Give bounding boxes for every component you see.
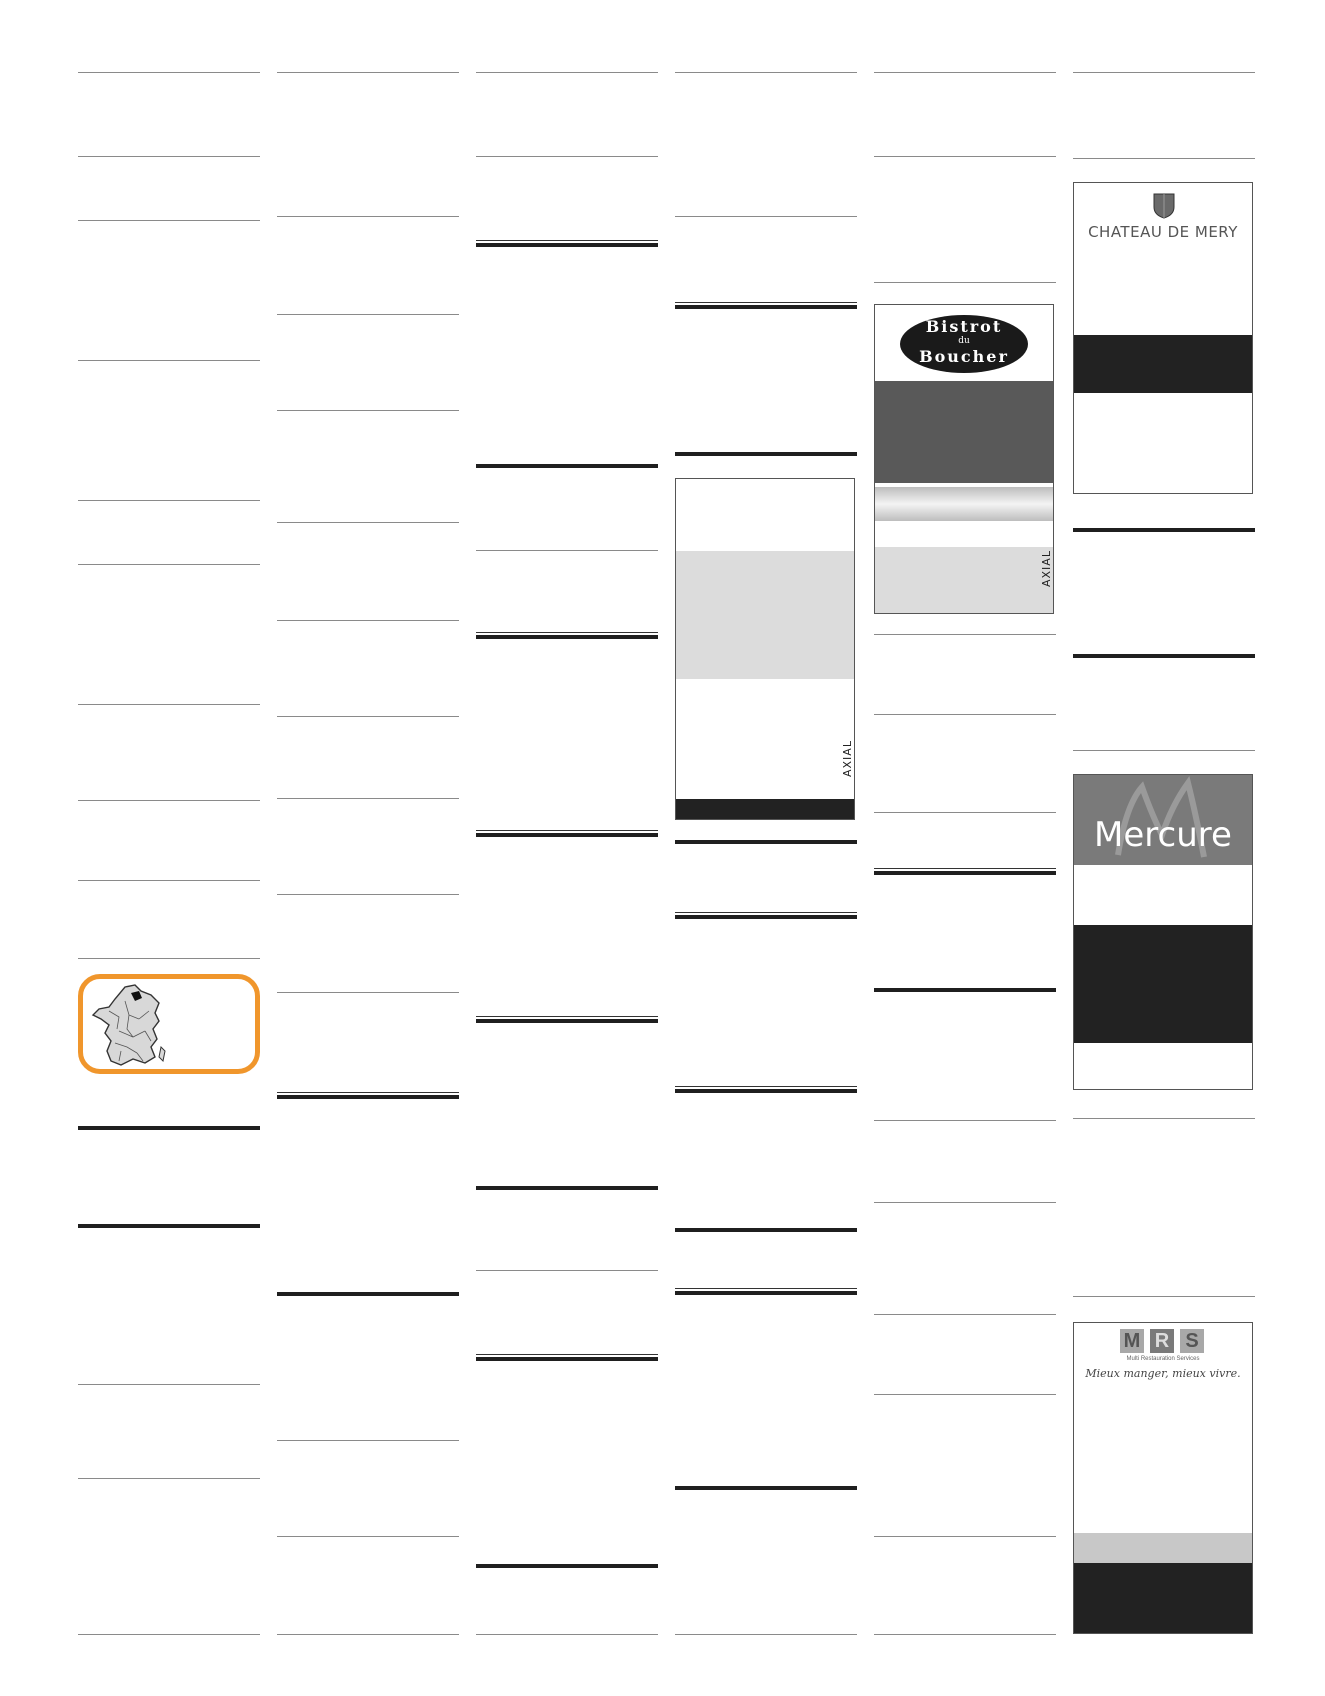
region-map-box (78, 974, 260, 1074)
divider (277, 1634, 459, 1635)
column-5 (874, 0, 1056, 1696)
divider (1073, 750, 1255, 751)
divider (675, 216, 857, 217)
divider (78, 564, 260, 565)
column-1 (78, 0, 260, 1696)
divider (78, 1224, 260, 1228)
column-4 (675, 0, 857, 1696)
ad-band-dark (1074, 335, 1252, 393)
divider (476, 1186, 658, 1190)
axial-brand: AXIAL (841, 740, 854, 777)
divider (277, 1292, 459, 1296)
mercure-name: Mercure (1094, 815, 1232, 855)
divider (277, 314, 459, 315)
divider (476, 1016, 658, 1023)
divider (78, 500, 260, 501)
divider (675, 1634, 857, 1635)
divider (277, 1092, 459, 1099)
chateau-ad (1073, 182, 1253, 494)
divider (277, 798, 459, 799)
divider (78, 958, 260, 959)
mercure-ad (1073, 774, 1253, 1090)
mrs-letter-r: R (1150, 1329, 1174, 1353)
shield-icon (1153, 193, 1175, 219)
divider (476, 1354, 658, 1361)
divider (78, 1126, 260, 1130)
divider (277, 716, 459, 717)
mrs-subtitle: Multi Restauration Services (1126, 1356, 1200, 1362)
chateau-name: CHATEAU DE MERY (1088, 223, 1238, 241)
divider (277, 894, 459, 895)
divider (874, 714, 1056, 715)
mrs-letter-s: S (1180, 1329, 1204, 1353)
divider (874, 634, 1056, 635)
divider (874, 1202, 1056, 1203)
ad-band-dark (1074, 1563, 1252, 1634)
bistrot-ad (874, 304, 1054, 614)
divider (874, 1120, 1056, 1121)
divider (874, 1314, 1056, 1315)
bistrot-line-2: du (958, 336, 970, 346)
divider (78, 1478, 260, 1479)
axial-ad (675, 478, 855, 820)
divider (476, 72, 658, 73)
ad-band-gradient (875, 487, 1053, 521)
france-map-icon (89, 981, 169, 1071)
divider (78, 360, 260, 361)
divider (277, 72, 459, 73)
divider (675, 1288, 857, 1295)
ad-band-white (676, 679, 854, 799)
divider (476, 830, 658, 837)
divider (277, 992, 459, 993)
column-6 (1073, 0, 1255, 1696)
divider (874, 1394, 1056, 1395)
divider (874, 156, 1056, 157)
divider (1073, 528, 1255, 532)
ad-band-light (1074, 1533, 1252, 1563)
divider (675, 912, 857, 919)
divider (277, 216, 459, 217)
ad-band-light (676, 551, 854, 679)
divider (874, 988, 1056, 992)
divider (78, 220, 260, 221)
divider (675, 840, 857, 844)
divider (78, 72, 260, 73)
divider (277, 1440, 459, 1441)
ad-band-white (676, 479, 854, 551)
divider (277, 410, 459, 411)
divider (78, 1634, 260, 1635)
divider (874, 812, 1056, 813)
divider (476, 1564, 658, 1568)
axial-brand: AXIAL (1040, 550, 1053, 587)
divider (675, 1486, 857, 1490)
divider (675, 452, 857, 456)
divider (476, 240, 658, 247)
divider (78, 156, 260, 157)
divider (874, 1634, 1056, 1635)
divider (476, 1270, 658, 1271)
divider (1073, 158, 1255, 159)
divider (476, 156, 658, 157)
column-2 (277, 0, 459, 1696)
ad-band-mid (875, 381, 1053, 483)
divider (675, 302, 857, 309)
divider (1073, 654, 1255, 658)
divider (78, 800, 260, 801)
bistrot-line-3: Boucher (919, 347, 1009, 366)
divider (874, 282, 1056, 283)
divider (874, 1536, 1056, 1537)
divider (476, 464, 658, 468)
divider (78, 880, 260, 881)
divider (476, 550, 658, 551)
divider (277, 522, 459, 523)
mrs-slogan: Mieux manger, mieux vivre. (1085, 1367, 1241, 1380)
ad-band-light (875, 547, 1053, 614)
ad-band-dark (676, 799, 854, 820)
divider (78, 704, 260, 705)
divider (675, 1228, 857, 1232)
divider (1073, 1118, 1255, 1119)
divider (874, 72, 1056, 73)
divider (1073, 72, 1255, 73)
divider (1073, 1296, 1255, 1297)
mrs-letter-m: M (1120, 1329, 1144, 1353)
divider (277, 620, 459, 621)
divider (675, 1086, 857, 1093)
divider (675, 72, 857, 73)
bistrot-line-1: Bistrot (925, 317, 1003, 336)
divider (874, 868, 1056, 875)
divider (476, 1634, 658, 1635)
column-3 (476, 0, 658, 1696)
divider (78, 1384, 260, 1385)
mrs-ad (1073, 1322, 1253, 1634)
divider (277, 1536, 459, 1537)
divider (476, 632, 658, 639)
ad-band-dark (1074, 925, 1252, 1043)
